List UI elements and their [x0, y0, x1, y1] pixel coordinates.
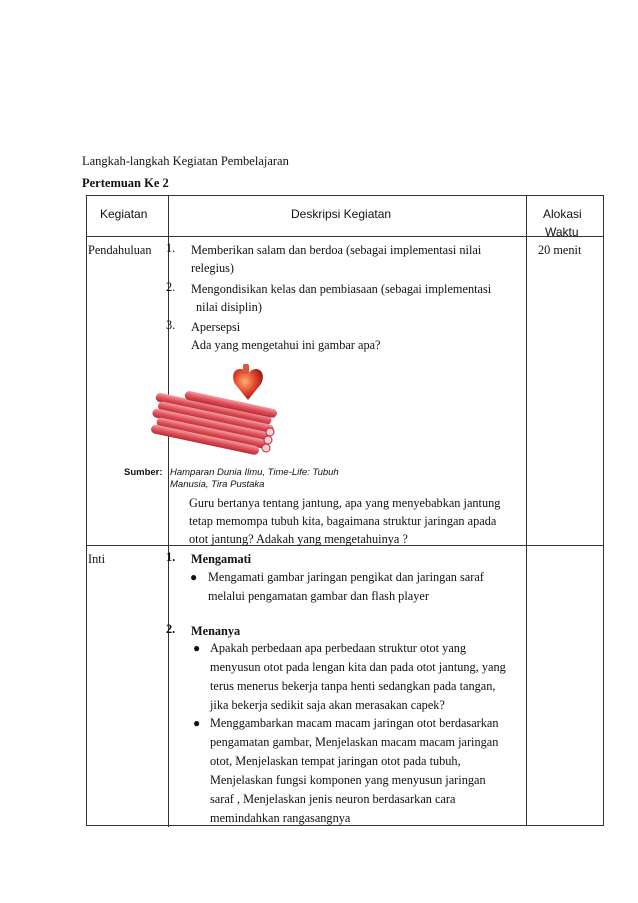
item-number: 3.	[166, 318, 176, 332]
bullet-icon: ●	[190, 570, 198, 584]
cardiac-muscle-image	[150, 362, 290, 462]
bullet-text-line: jika bekerja sedikit saja akan merasakan capek?	[210, 698, 445, 712]
credit-reference: Hamparan Dunia Ilmu, Time-Life: Tubuh	[170, 467, 339, 478]
bullet-icon: ●	[193, 641, 201, 655]
question-line: tetap memompa tubuh kita, bagaimana struktur jaringan apada	[189, 514, 497, 528]
item-text-line: nilai disiplin)	[196, 300, 262, 314]
bullet-text-line: Mengamati gambar jaringan pengikat dan jaringan saraf	[208, 570, 484, 584]
bullet-icon: ●	[193, 716, 201, 730]
step-title-menanya: Menanya	[191, 624, 241, 638]
bullet-text-line: pengamatan gambar, Menjelaskan macam macam jaringan	[210, 735, 499, 749]
step-title-mengamati: Mengamati	[191, 552, 252, 566]
bullet-text-line: menyusun otot pada lengan kita dan pada otot jantung, yang	[210, 660, 506, 674]
bullet-text-line: Menjelaskan fungsi komponen yang menyusun jaringan	[210, 773, 486, 787]
credit-source-label: Sumber:	[124, 467, 163, 478]
section-heading: Langkah-langkah Kegiatan Pembelajaran	[82, 154, 289, 168]
question-line: Guru bertanya tentang jantung, apa yang menyebabkan jantung	[189, 496, 501, 510]
row-label-pendahuluan: Pendahuluan	[88, 243, 152, 257]
column-divider	[526, 196, 527, 545]
header-deskripsi: Deskripsi Kegiatan	[291, 207, 392, 221]
bullet-text-line: Apakah perbedaan apa perbedaan struktur otot yang	[210, 641, 467, 655]
question-line: otot jantung? Adakah yang mengetahuinya ?	[189, 532, 408, 546]
row-label-inti: Inti	[88, 552, 106, 566]
item-text-line: relegius)	[191, 261, 235, 275]
header-alokasi: Alokasi	[543, 207, 582, 221]
column-divider	[526, 545, 527, 826]
credit-reference: Manusia, Tira Pustaka	[170, 479, 265, 490]
item-number: 1.	[166, 241, 176, 255]
header-kegiatan: Kegiatan	[100, 207, 148, 221]
item-text-line: Mengondisikan kelas dan pembiasaan (sebagai implementasi	[191, 282, 492, 296]
bullet-text-line: Menggambarkan macam macam jaringan otot berdasarkan	[210, 716, 499, 730]
step-number: 2.	[166, 622, 176, 636]
bullet-text-line: terus menerus bekerja tanpa henti sedangkan pada tangan,	[210, 679, 496, 693]
item-text-line: Apersepsi	[191, 320, 241, 334]
item-text-line: Memberikan salam dan berdoa (sebagai implementasi nilai	[191, 243, 482, 257]
item-text-line: Ada yang mengetahui ini gambar apa?	[191, 338, 381, 352]
bullet-text-line: saraf , Menjelaskan jenis neuron berdasarkan cara	[210, 792, 456, 806]
bullet-text-line: melalui pengamatan gambar dan flash player	[208, 589, 429, 603]
session-heading: Pertemuan Ke 2	[82, 176, 169, 190]
time-allocation: 20 menit	[538, 243, 582, 257]
header-waktu: Waktu	[545, 225, 579, 239]
bullet-text-line: otot, Menjelaskan tempat jaringan otot pada tubuh,	[210, 754, 461, 768]
item-number: 2.	[166, 280, 176, 294]
step-number: 1.	[166, 550, 176, 564]
row-divider	[87, 236, 603, 237]
bullet-text-line: memindahkan rangasangnya	[210, 811, 351, 825]
